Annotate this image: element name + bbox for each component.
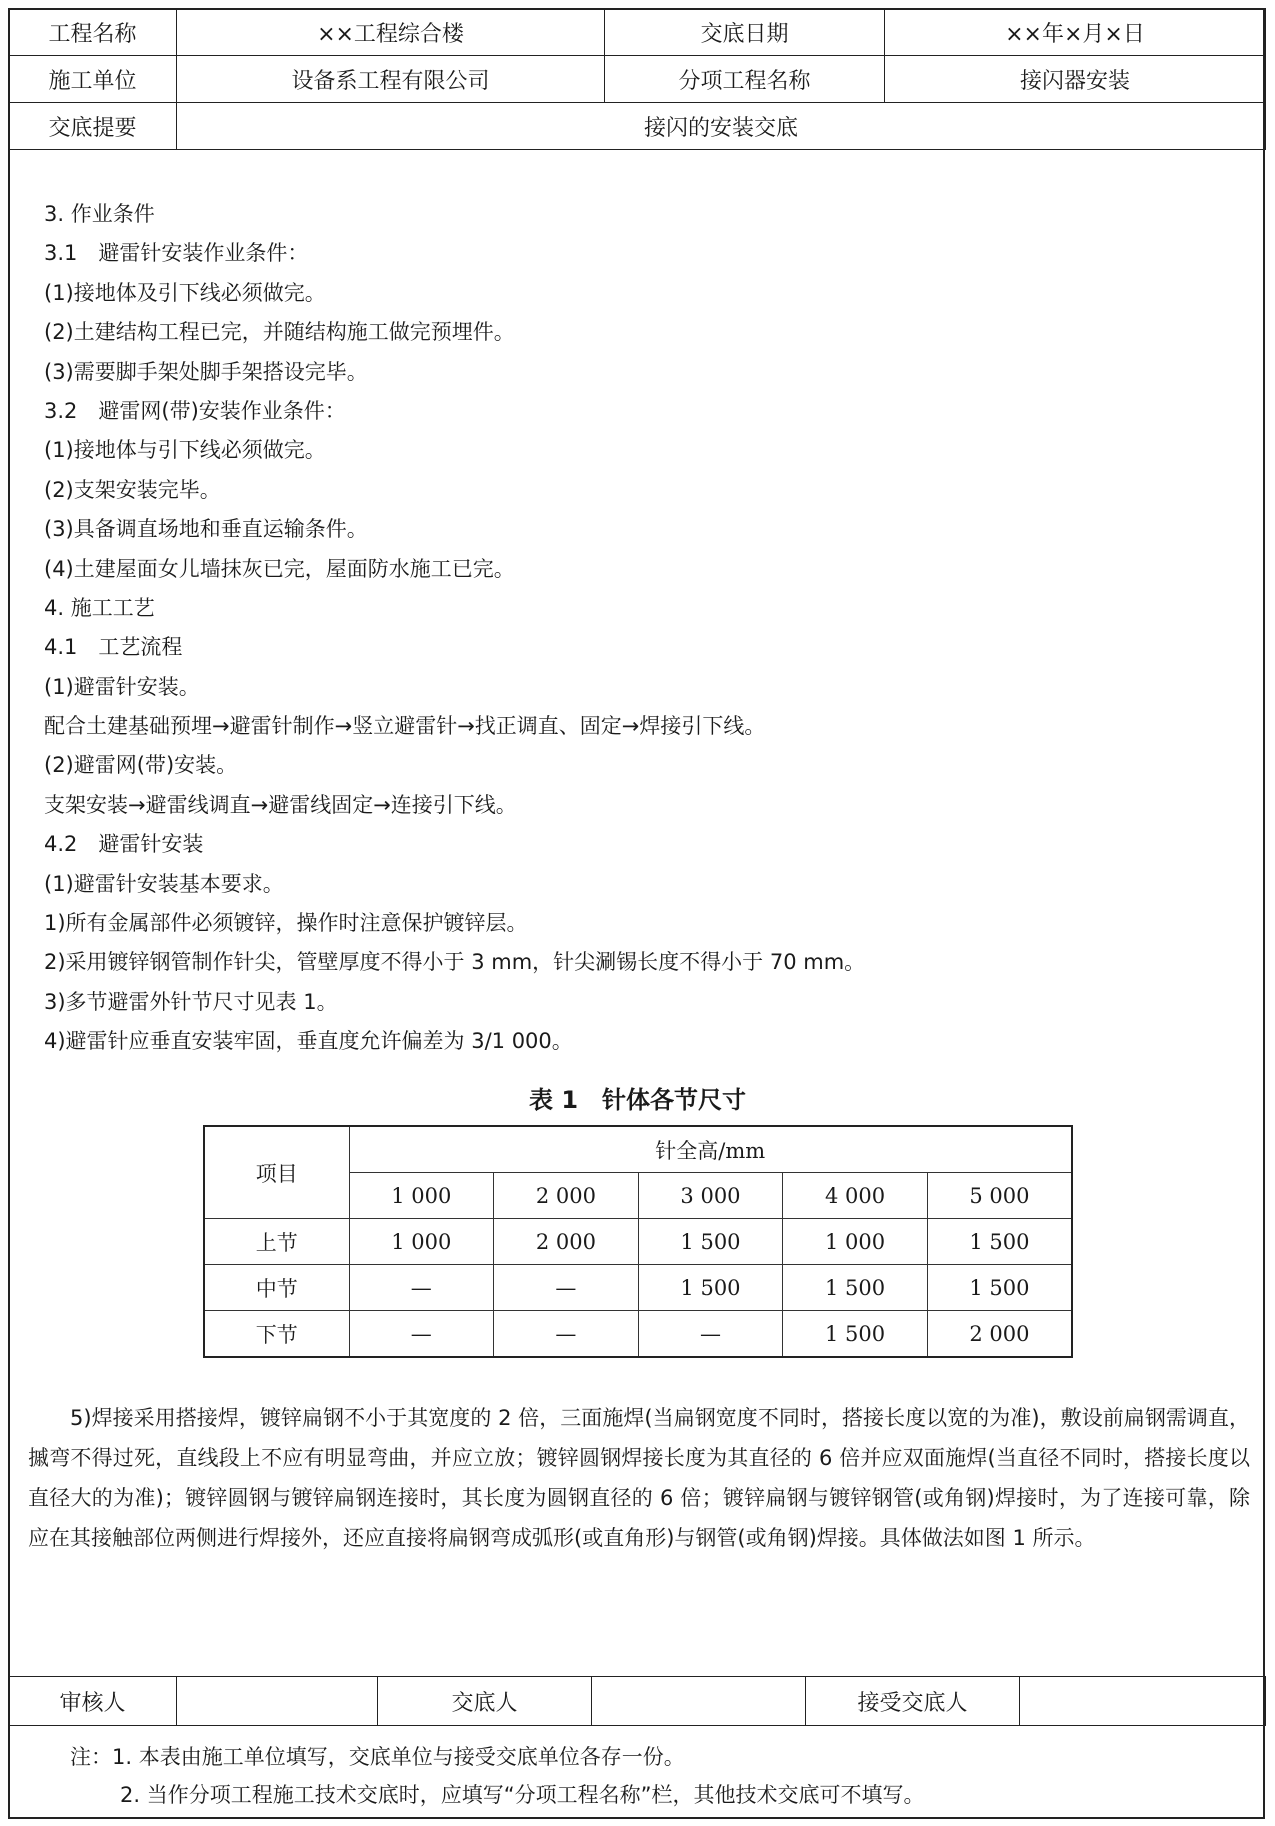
text-line: 3.2 避雷网(带)安装作业条件： [44,398,346,423]
text-line: 4. 施工工艺 [44,595,155,620]
reviewer-label: 审核人 [9,1677,177,1726]
text-line: (2)土建结构工程已完，并随结构施工做完预埋件。 [44,320,515,345]
signature-row [9,1677,1266,1726]
text-line: (1)避雷针安装基本要求。 [44,871,284,896]
summary-value: 接闪的安装交底 [177,103,1266,150]
header-table [8,8,1266,150]
needle-size-table [203,1125,1073,1358]
summary-label: 交底提要 [9,103,177,150]
table-cell: 1 500 [783,1311,928,1358]
signature-table [8,1676,1266,1726]
table-row [204,1219,1072,1265]
receiver-signature-field[interactable] [1020,1677,1266,1726]
text-line: 2)采用镀锌钢管制作针尖，管壁厚度不得小于 3 mm，针尖涮锡长度不得小于 70 mm。 [44,950,866,975]
text-line: 3. 作业条件 [44,202,155,226]
table-cell: 1 500 [638,1265,783,1311]
contractor-value: 设备系工程有限公司 [177,56,605,103]
body-text [44,195,1244,1062]
text-line: (3)具备调直场地和垂直运输条件。 [44,517,368,542]
project-name-label: 工程名称 [9,9,177,56]
text-line: (1)避雷针安装。 [44,674,200,699]
header-row [9,9,1266,56]
header-row [9,103,1266,150]
table-cell: — [349,1265,494,1311]
header-row [9,56,1266,103]
text-line: (1)接地体及引下线必须做完。 [44,280,326,305]
height-header: 4 000 [783,1173,928,1219]
text-line: (3)需要脚手架处脚手架搭设完毕。 [44,359,368,384]
text-line: 3.1 避雷针安装作业条件： [44,241,309,266]
table-cell: 1 500 [783,1265,928,1311]
table-cell: 2 000 [494,1219,639,1265]
text-line: 4.1 工艺流程 [44,635,183,660]
table-cell: 2 000 [927,1311,1072,1358]
note-line: 2. 当作分项工程施工技术交底时，应填写“分项工程名称”栏，其他技术交底可不填写。 [120,1783,925,1807]
item-header: 项目 [204,1126,349,1219]
discloser-signature-field[interactable] [592,1677,806,1726]
reviewer-signature-field[interactable] [177,1677,378,1726]
height-header: 3 000 [638,1173,783,1219]
table-cell: 1 000 [783,1219,928,1265]
table-row [204,1311,1072,1358]
discloser-label: 交底人 [378,1677,592,1726]
height-header: 5 000 [927,1173,1072,1219]
disclosure-date-label: 交底日期 [605,9,885,56]
table-cell: — [349,1311,494,1358]
text-line: 3)多节避雷外针节尺寸见表 1。 [44,989,338,1014]
project-name-value: ××工程综合楼 [177,9,605,56]
total-height-header: 针全高/mm [349,1126,1072,1173]
table-caption: 表 1 针体各节尺寸 [528,1086,747,1114]
height-header: 2 000 [494,1173,639,1219]
text-line: 4)避雷针应垂直安装牢固，垂直度允许偏差为 3/1 000。 [44,1029,573,1054]
text-line: (1)接地体与引下线必须做完。 [44,438,326,463]
table-row [204,1265,1072,1311]
note-line: 注：1. 本表由施工单位填写，交底单位与接受交底单位各存一份。 [70,1745,685,1769]
table-cell: — [494,1265,639,1311]
text-line: 4.2 避雷针安装 [44,832,204,857]
sub-project-value: 接闪器安装 [885,56,1266,103]
text-line: (2)支架安装完毕。 [44,477,221,502]
text-line: 配合土建基础预埋→避雷针制作→竖立避雷针→找正调直、固定→焊接引下线。 [44,714,766,739]
text-line: (4)土建屋面女儿墙抹灰已完，屋面防水施工已完。 [44,556,515,581]
table-cell: 1 500 [927,1219,1072,1265]
table-header-row [204,1126,1072,1173]
disclosure-date-value: ××年×月×日 [885,9,1266,56]
table-cell: — [494,1311,639,1358]
row-label: 下节 [204,1311,349,1358]
receiver-label: 接受交底人 [806,1677,1020,1726]
sub-project-label: 分项工程名称 [605,56,885,103]
text-line: 支架安装→避雷线调直→避雷线固定→连接引下线。 [44,792,517,817]
row-label: 上节 [204,1219,349,1265]
text-line: 1)所有金属部件必须镀锌，操作时注意保护镀锌层。 [44,911,528,936]
row-label: 中节 [204,1265,349,1311]
table-cell: 1 500 [927,1265,1072,1311]
welding-paragraph: 5)焊接采用搭接焊，镀锌扁钢不小于其宽度的 2 倍，三面施焊(当扁钢宽度不同时，搭接长度以宽的为准)，敷设前扁钢需调直，摵弯不得过死，直线段上不应有明显弯曲，并应立放；镀锌圆钢焊接长度为其直径的 6 倍并应双面施焊(当直径不同时，搭接长度以直径大的为准)；镀锌圆钢与镀锌扁钢连接时，其长度为圆钢直径的 6 倍；镀锌扁钢与镀锌钢管(或角钢)焊接时，为了连接可靠，除应在其接触部位两侧进行焊接外，还应直接将扁钢弯成弧形(或直角形)与钢管(或角钢)焊接。具体做法如图 1 所示。 [28,1406,1250,1550]
height-header: 1 000 [349,1173,494,1219]
footnotes [70,1738,924,1814]
table-cell: 1 000 [349,1219,494,1265]
contractor-label: 施工单位 [9,56,177,103]
text-line: (2)避雷网(带)安装。 [44,753,238,778]
table-cell: 1 500 [638,1219,783,1265]
table-cell: — [638,1311,783,1358]
